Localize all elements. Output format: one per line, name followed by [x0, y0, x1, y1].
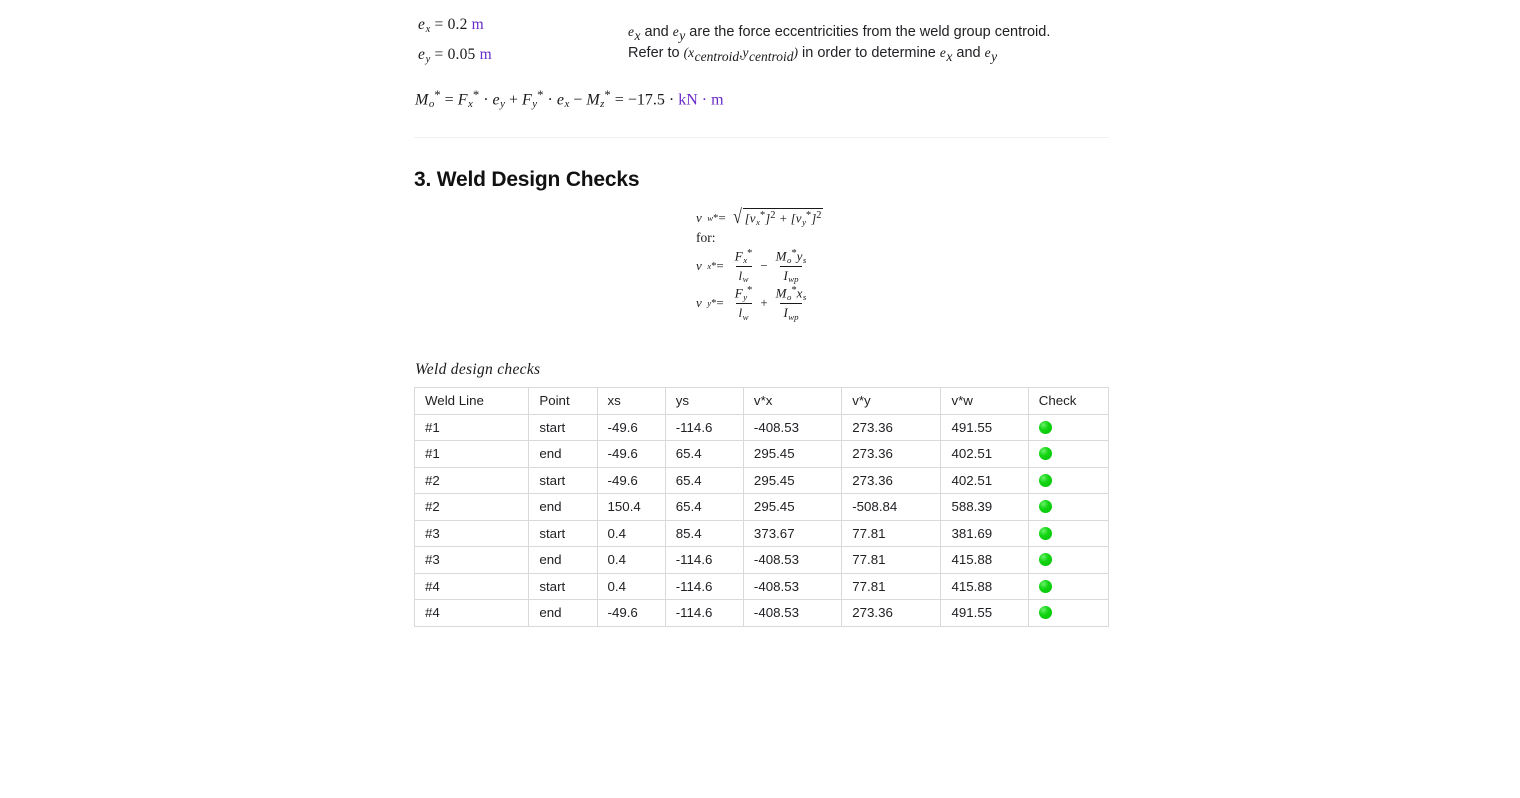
- vw-t2: v: [795, 210, 802, 226]
- vx-num1: F: [734, 248, 743, 264]
- cell-vx: 295.45: [743, 467, 841, 494]
- moment-t3: F: [522, 91, 532, 109]
- vx-fraction-2: [773, 248, 810, 284]
- moment-t3-star: *: [537, 88, 544, 102]
- vx-den2: I: [783, 267, 788, 283]
- note2-refer: Refer to: [628, 45, 680, 61]
- ey-subscript: y: [425, 53, 431, 65]
- table-row: [415, 520, 1109, 547]
- cell-check: [1028, 547, 1108, 574]
- table-row: [415, 600, 1109, 627]
- eccentricity-note-line-1: [628, 24, 1050, 44]
- status-pass-icon: [1039, 527, 1052, 540]
- status-pass-icon: [1039, 474, 1052, 487]
- cell-vy: 77.81: [842, 573, 941, 600]
- moment-dot3: ·: [668, 91, 675, 109]
- cell-vx: -408.53: [743, 600, 841, 627]
- moment-t5: M: [586, 91, 600, 109]
- vx-lhs: v: [696, 258, 702, 274]
- note1-ey: e: [672, 24, 679, 39]
- note1-and: and: [644, 24, 669, 40]
- formula-vx: [696, 248, 823, 284]
- vy-num2b: x: [796, 285, 803, 301]
- moment-dot2: ·: [547, 91, 553, 109]
- ey-value: 0.05: [447, 46, 476, 63]
- vy-numerator-2: [773, 285, 810, 303]
- vx-den1-sub: w: [742, 274, 749, 285]
- moment-t1-sub: x: [467, 98, 473, 111]
- vx-num2b-sub: s: [802, 254, 807, 265]
- cell-ys: 65.4: [665, 494, 743, 521]
- cell-point: start: [529, 573, 597, 600]
- vx-lhs-sub: x: [707, 261, 712, 272]
- moment-t1-star: *: [472, 88, 480, 102]
- column-header-vy: v*y: [842, 388, 941, 415]
- status-pass-icon: [1039, 500, 1052, 513]
- ex-unit: m: [471, 16, 484, 33]
- cell-vw: 402.51: [941, 441, 1028, 468]
- vy-numerator-1: [732, 285, 756, 303]
- cell-vx: -408.53: [743, 573, 841, 600]
- table-row: [415, 441, 1109, 468]
- moment-lhs: M: [415, 91, 429, 109]
- vy-fraction-2: [773, 285, 810, 321]
- cell-xs: -49.6: [597, 441, 665, 468]
- cell-ys: -114.6: [665, 600, 743, 627]
- status-pass-icon: [1039, 580, 1052, 593]
- moment-t2-sub: y: [500, 98, 505, 111]
- column-header-ys: ys: [665, 388, 743, 415]
- moment-t3-sub: y: [532, 98, 538, 111]
- table-row: [415, 467, 1109, 494]
- vx-num1-sub: x: [743, 254, 748, 265]
- cell-point: end: [529, 547, 597, 574]
- status-pass-icon: [1039, 606, 1052, 619]
- vy-num2a: M: [775, 285, 787, 301]
- cell-vy: 273.36: [842, 441, 941, 468]
- moment-t5-star: *: [604, 88, 611, 102]
- vx-denominator-2: [780, 266, 801, 284]
- cell-check: [1028, 520, 1108, 547]
- cell-vw: 415.88: [941, 573, 1028, 600]
- column-header-check: Check: [1028, 388, 1108, 415]
- vw-t1-sub: x: [756, 216, 760, 227]
- note2-mid: in order to determine: [802, 45, 936, 61]
- cell-xs: -49.6: [597, 467, 665, 494]
- ey-equals: =: [434, 46, 444, 63]
- vy-sign: +: [760, 295, 768, 311]
- cell-vx: -408.53: [743, 547, 841, 574]
- cell-vw: 491.55: [941, 600, 1028, 627]
- vy-den2-sub: wp: [788, 311, 799, 322]
- ex-subscript: x: [425, 23, 431, 35]
- vy-denominator-2: [780, 303, 801, 321]
- moment-eq1: =: [444, 91, 454, 109]
- vy-lhs-star: *: [711, 297, 717, 309]
- vw-t2-open: [: [790, 210, 796, 226]
- note2-x: x: [688, 45, 695, 60]
- cell-xs: 0.4: [597, 573, 665, 600]
- vx-num2b: y: [796, 248, 803, 264]
- vw-t2-pow: 2: [816, 210, 822, 221]
- vw-lhs-star: *: [713, 212, 719, 224]
- note2-ex-sub: x: [946, 48, 953, 64]
- eccentricity-note-line-2: [628, 45, 997, 65]
- eccentricity-ex-equation: [418, 16, 484, 35]
- cell-weld-line: #3: [415, 520, 529, 547]
- section-divider: [414, 137, 1109, 138]
- note1-ex: e: [628, 24, 634, 39]
- status-pass-icon: [1039, 553, 1052, 566]
- vy-den2: I: [783, 305, 788, 321]
- cell-vy: 273.36: [842, 414, 941, 441]
- cell-check: [1028, 494, 1108, 521]
- note2-ey-sub: y: [991, 48, 998, 64]
- moment-t2: e: [492, 91, 500, 109]
- vx-numerator-1: [732, 248, 756, 266]
- moment-lhs-sub: o: [428, 98, 435, 111]
- vx-den1: l: [738, 267, 743, 283]
- note2-and: and: [956, 45, 981, 61]
- for-label: for:: [696, 230, 716, 245]
- vw-t2-close: ]: [811, 210, 817, 226]
- ex-symbol: e: [418, 16, 426, 33]
- cell-check: [1028, 600, 1108, 627]
- vx-den2-sub: wp: [788, 274, 799, 285]
- vy-equals: =: [716, 295, 724, 311]
- vy-num1-star: *: [747, 285, 753, 297]
- moment-result: −17.5: [627, 91, 665, 109]
- moment-unit: kN · m: [678, 91, 724, 109]
- table-row: [415, 414, 1109, 441]
- formula-vw: [696, 208, 823, 228]
- note2-y: y: [742, 45, 749, 60]
- vw-t1: v: [749, 210, 756, 226]
- cell-point: end: [529, 600, 597, 627]
- column-header-xs: xs: [597, 388, 665, 415]
- cell-weld-line: #2: [415, 467, 529, 494]
- vy-num2a-sub: o: [787, 292, 792, 303]
- cell-vy: 273.36: [842, 600, 941, 627]
- vx-equals: =: [716, 258, 724, 274]
- note2-y-sub: centroid: [749, 48, 794, 64]
- cell-xs: 0.4: [597, 520, 665, 547]
- cell-point: start: [529, 414, 597, 441]
- cell-vy: 77.81: [842, 547, 941, 574]
- moment-dot1: ·: [483, 91, 489, 109]
- cell-weld-line: #1: [415, 441, 529, 468]
- vw-t2-sub: y: [802, 216, 806, 227]
- cell-vw: 402.51: [941, 467, 1028, 494]
- cell-xs: -49.6: [597, 600, 665, 627]
- ex-value: 0.2: [447, 16, 468, 33]
- moment-eq2: =: [614, 91, 624, 109]
- vx-num1-star: *: [747, 248, 753, 259]
- cell-ys: 85.4: [665, 520, 743, 547]
- eccentricity-section: [414, 0, 1109, 130]
- status-pass-icon: [1039, 421, 1052, 434]
- vx-numerator-2: [773, 248, 810, 266]
- vw-t1-pow: 2: [770, 210, 776, 221]
- eccentricity-ey-equation: [418, 46, 492, 65]
- cell-point: end: [529, 494, 597, 521]
- cell-weld-line: #3: [415, 547, 529, 574]
- vy-num1-sub: y: [743, 292, 748, 303]
- weld-design-checks-table: [414, 387, 1109, 627]
- note2-comma: ,: [739, 45, 743, 60]
- cell-xs: -49.6: [597, 414, 665, 441]
- column-header-point: Point: [529, 388, 597, 415]
- formula-vy: [696, 285, 823, 321]
- cell-check: [1028, 467, 1108, 494]
- moment-minus: −: [573, 91, 583, 109]
- weld-stress-formulas: [696, 208, 823, 323]
- vw-t1-open: [: [744, 210, 750, 226]
- cell-vw: 415.88: [941, 547, 1028, 574]
- vy-lhs-sub: y: [707, 298, 712, 309]
- ey-unit: m: [479, 46, 492, 63]
- vy-denominator-1: [736, 303, 752, 321]
- moment-t5-sub: z: [600, 98, 605, 111]
- vw-plus: +: [778, 210, 788, 226]
- cell-vy: 77.81: [842, 520, 941, 547]
- vy-num2a-star: *: [791, 285, 797, 297]
- cell-vw: 588.39: [941, 494, 1028, 521]
- cell-ys: -114.6: [665, 547, 743, 574]
- vx-lhs-star: *: [711, 260, 717, 272]
- vx-denominator-1: [736, 266, 752, 284]
- table-body: [415, 414, 1109, 626]
- cell-vy: -508.84: [842, 494, 941, 521]
- vx-num2a: M: [775, 248, 787, 264]
- note1-ey-sub: y: [679, 27, 686, 43]
- cell-check: [1028, 441, 1108, 468]
- column-header-vx: v*x: [743, 388, 841, 415]
- ex-equals: =: [434, 16, 444, 33]
- note2-x-sub: centroid: [694, 48, 740, 64]
- square-root-icon: [732, 208, 824, 228]
- page-title: 3. Weld Design Checks: [414, 168, 640, 191]
- vy-lhs: v: [696, 295, 702, 311]
- cell-vx: 295.45: [743, 441, 841, 468]
- table-row: [415, 494, 1109, 521]
- vw-t1-star: *: [759, 210, 766, 221]
- status-pass-icon: [1039, 447, 1052, 460]
- cell-point: end: [529, 441, 597, 468]
- vy-den1-sub: w: [742, 311, 749, 322]
- note2-paren-open: (: [683, 45, 689, 60]
- cell-vx: -408.53: [743, 414, 841, 441]
- note1-ex-sub: x: [634, 27, 641, 43]
- radical-sign: √: [732, 206, 742, 228]
- cell-ys: 65.4: [665, 467, 743, 494]
- table-row: [415, 573, 1109, 600]
- column-header-weld-line: Weld Line: [415, 388, 529, 415]
- cell-vx: 373.67: [743, 520, 841, 547]
- note2-paren-close: ): [793, 45, 798, 60]
- table-row: [415, 547, 1109, 574]
- vy-den1: l: [738, 305, 743, 321]
- moment-plus: +: [508, 91, 519, 109]
- cell-point: start: [529, 520, 597, 547]
- cell-point: start: [529, 467, 597, 494]
- vy-fraction-1: [732, 285, 756, 321]
- cell-ys: 65.4: [665, 441, 743, 468]
- column-header-vw: v*w: [941, 388, 1028, 415]
- table-caption: Weld design checks: [415, 361, 541, 378]
- vy-num1: F: [734, 285, 743, 301]
- vx-num2a-star: *: [791, 248, 797, 259]
- vx-sign: −: [760, 258, 768, 274]
- cell-vx: 295.45: [743, 494, 841, 521]
- cell-vy: 273.36: [842, 467, 941, 494]
- note2-ex: e: [939, 45, 946, 60]
- cell-check: [1028, 573, 1108, 600]
- note1-text: are the force eccentricities from the weld group centroid.: [689, 24, 1051, 40]
- cell-vw: 491.55: [941, 414, 1028, 441]
- vw-equals: =: [718, 210, 726, 225]
- document-page: [414, 0, 1109, 621]
- cell-vw: 381.69: [941, 520, 1028, 547]
- cell-weld-line: #4: [415, 600, 529, 627]
- ey-symbol: e: [418, 46, 426, 63]
- moment-t1: F: [457, 91, 468, 109]
- cell-ys: -114.6: [665, 414, 743, 441]
- vx-num2a-sub: o: [787, 254, 792, 265]
- cell-weld-line: #2: [415, 494, 529, 521]
- vw-lhs: v: [696, 210, 702, 225]
- cell-weld-line: #4: [415, 573, 529, 600]
- vw-lhs-sub: w: [707, 213, 714, 223]
- moment-t4: e: [556, 91, 564, 109]
- vy-num2b-sub: s: [802, 292, 807, 303]
- moment-lhs-star: *: [434, 88, 441, 102]
- note2-ey: e: [984, 45, 991, 60]
- vw-t2-star: *: [805, 210, 812, 221]
- cell-xs: 0.4: [597, 547, 665, 574]
- cell-ys: -114.6: [665, 573, 743, 600]
- vx-fraction-1: [732, 248, 756, 284]
- table-header-row: [415, 388, 1109, 415]
- moment-equation: [415, 88, 724, 110]
- cell-check: [1028, 414, 1108, 441]
- vw-t1-close: ]: [765, 210, 771, 226]
- radicand: [743, 208, 824, 228]
- cell-weld-line: #1: [415, 414, 529, 441]
- cell-xs: 150.4: [597, 494, 665, 521]
- moment-t4-sub: x: [564, 98, 570, 111]
